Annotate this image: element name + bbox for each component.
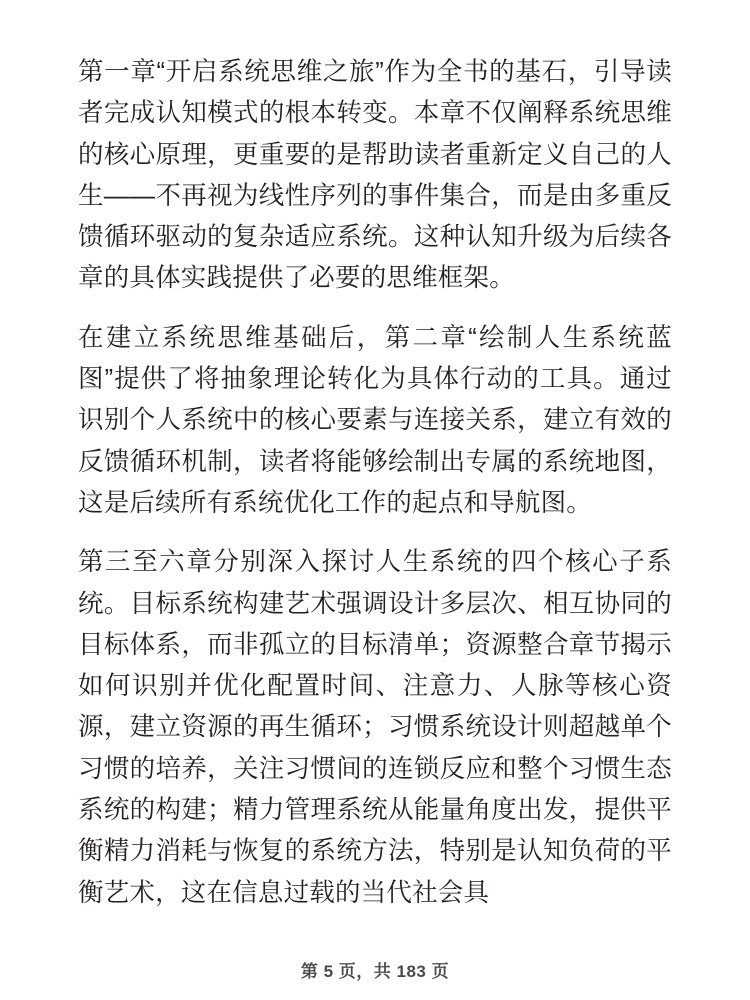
paragraph: 第三至六章分别深入探讨人生系统的四个核心子系统。目标系统构建艺术强调设计多层次、相互协同的目标体系，而非孤立的目标清单；资源整合章节揭示如何识别并优化配置时间、注意力、人脉等核心资源，建立资源的再生循环；习惯系统设计则超越单个习惯的培养，关注习惯间的连锁反应和整个习惯生态系统的构建；精力管理系统从能量角度出发，提供平衡精力消耗与恢复的系统方法，特别是认知负荷的平衡艺术，这在信息过载的当代社会具 <box>78 548 672 907</box>
paragraph: 在建立系统思维基础后，第二章“绘制人生系统蓝图”提供了将抽象理论转化为具体行动的工具。通过识别个人系统中的核心要素与连接关系，建立有效的反馈循环机制，读者将能够绘制出专属的系统地图，这是后续所有系统优化工作的起点和导航图。 <box>78 323 672 517</box>
page-content <box>78 52 672 914</box>
paragraph: 第一章“开启系统思维之旅”作为全书的基石，引导读者完成认知模式的根本转变。本章不仅阐释系统思维的核心原理，更重要的是帮助读者重新定义自己的人生——不再视为线性序列的事件集合，而是由多重反馈循环驱动的复杂适应系统。这种认知升级为后续各章的具体实践提供了必要的思维框架。 <box>78 58 672 293</box>
page-footer: 第 5 页，共 183 页 <box>300 962 450 981</box>
